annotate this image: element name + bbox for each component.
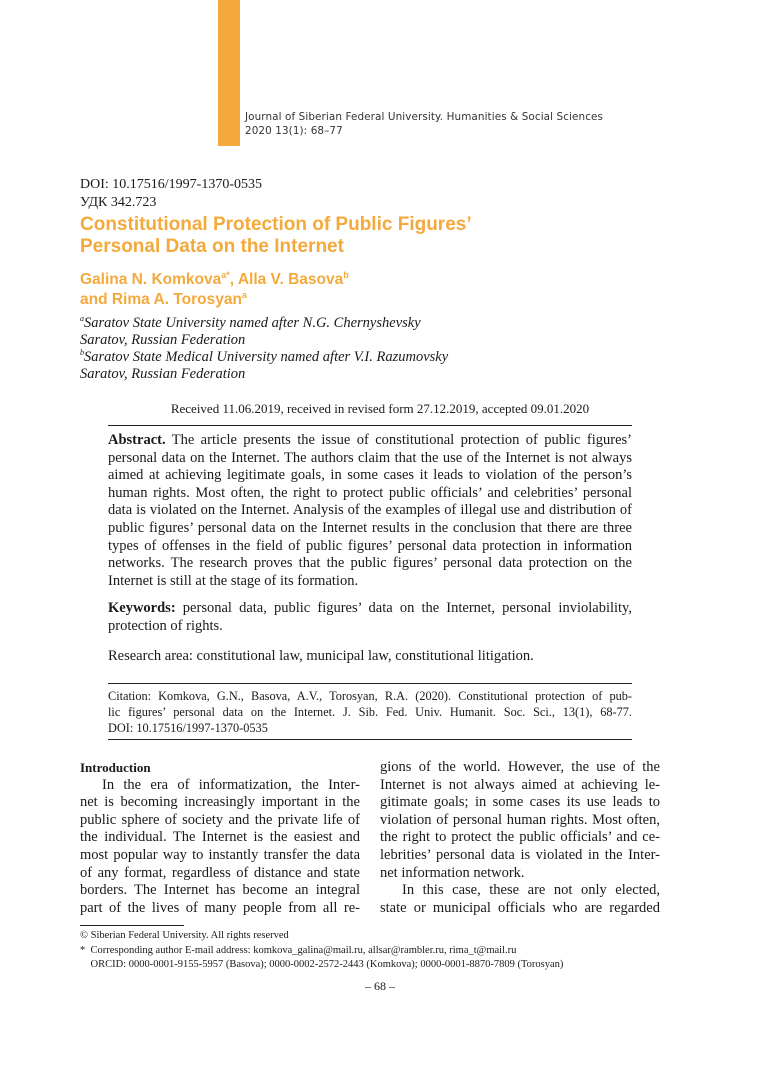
text-line (380, 829, 660, 847)
footnotes (80, 929, 563, 973)
footnote: © Siberian Federal University. All rights reserved (80, 930, 289, 941)
text-line (380, 900, 660, 918)
text-line (108, 573, 632, 591)
text-line (80, 847, 360, 865)
text-line (80, 829, 360, 847)
divider (108, 739, 632, 740)
text-line (108, 600, 632, 618)
line-text: lebrities’ personal data is violated in the Inter- (380, 846, 660, 863)
text-line (80, 794, 360, 812)
divider (108, 683, 632, 684)
text-line (108, 485, 632, 503)
line-text: In this case, these are not only elected, (402, 882, 660, 899)
text-line (80, 865, 360, 883)
journal-name: Journal of Siberian Federal University. Humanities & Social Sciences (245, 111, 604, 123)
line-text: data is violated on the Internet. Analysis of the examples of illegal use and distribution of (108, 502, 632, 519)
line-text: gitimate goals; in some cases its use leads to (380, 794, 660, 811)
line-text: protection of rights. (108, 617, 223, 634)
text-line (80, 900, 360, 918)
affil-sup: b (80, 348, 84, 358)
column-right (380, 759, 660, 917)
affiliation-location: Saratov, Russian Federation (80, 366, 246, 382)
line-text: types of offenses in the field of public figures’ personal data protection in information (108, 537, 632, 554)
affiliations (80, 315, 448, 383)
doi: DOI: 10.17516/1997-1370-0535 (80, 177, 262, 192)
text-line (108, 618, 632, 636)
line-text: violation of personal human rights. Most often, (380, 811, 660, 828)
line-text: human rights. Most often, the right to protect public officials’ and celebrities’ personal (108, 484, 632, 501)
doi-block (80, 176, 262, 212)
text-line (80, 882, 360, 900)
journal-accent-bar (218, 0, 240, 146)
article-title (80, 214, 472, 258)
author: and Rima A. Torosyan (80, 291, 242, 308)
text-line (380, 794, 660, 812)
text-line (108, 502, 632, 520)
author-sup: a (241, 289, 247, 300)
text-line (108, 520, 632, 538)
text-line (80, 777, 360, 795)
text-line (108, 555, 632, 573)
footnote: * Corresponding author E-mail address: komkova_galina@mail.ru, allsar@rambler.ru, rima_t@mail.ru (80, 944, 517, 956)
footnote-rule (80, 925, 184, 926)
line-text: part of the lives of many people from all re- (80, 899, 360, 916)
page-number: – 68 – (365, 979, 395, 993)
author: Alla V. Basova (237, 271, 344, 288)
journal-issue: 2020 13(1): 68–77 (245, 125, 343, 137)
line-text: borders. The Internet has become an integral (80, 882, 360, 899)
line-text: gions of the world. However, the use of the (380, 759, 660, 775)
line-text: DOI: 10.17516/1997-1370-0535 (108, 721, 268, 735)
affiliation: Saratov State University named after N.G. Chernyshevsky (84, 315, 421, 331)
label: Keywords: (108, 600, 176, 616)
line-text: state or municipal officials who are regarded (380, 899, 660, 916)
text-line (380, 777, 660, 795)
citation (108, 688, 632, 736)
text-line (108, 704, 632, 720)
keywords (108, 600, 632, 635)
line-text: In the era of informatization, the Inter- (102, 776, 360, 793)
text-line (108, 538, 632, 556)
text-line (380, 759, 660, 777)
title-line: Personal Data on the Internet (80, 236, 344, 257)
line-text: networks. The research proves that the public figures’ personal data protection on the (108, 555, 632, 572)
column-left (80, 759, 360, 917)
author: Galina N. Komkova (80, 271, 222, 288)
label: Abstract. (108, 432, 166, 448)
line-text: The article presents the issue of constitutional protection of public figures’ (165, 432, 632, 448)
text-line (108, 432, 632, 450)
line-text: personal data, public figures’ data on the Internet, personal inviolability, (175, 600, 632, 616)
author-sup: a* (221, 269, 230, 280)
line-text: public sphere of society and the private life of (80, 811, 360, 828)
text-line (108, 720, 632, 736)
author-sep: , (229, 271, 238, 288)
research-area: Research area: constitutional law, municipal law, constitutional litigation. (108, 648, 534, 664)
author-sup: b (343, 269, 349, 280)
text-line (108, 450, 632, 468)
text-line (380, 865, 660, 883)
text-line (108, 688, 632, 704)
affil-sup: a (80, 314, 84, 324)
line-text: Internet is not always aimed at achieving le- (380, 776, 660, 793)
line-text: lic figures’ personal data on the Internet. J. Sib. Fed. Univ. Humanit. Soc. Sci., 13(1), 68-77. (108, 705, 632, 719)
line-text: net is becoming increasingly important in the (80, 794, 360, 811)
line-text: public figures’ personal data on the Internet results in the conclusion that there are three (108, 519, 632, 536)
line-text: the individual. The Internet is the easiest and (80, 829, 360, 846)
line-text: Citation: Komkova, G.N., Basova, A.V., Torosyan, R.A. (2020). Constitutional protection of pub- (108, 689, 632, 703)
affiliation: Saratov State Medical University named after V.I. Razumovsky (84, 349, 449, 365)
title-line: Constitutional Protection of Public Figures’ (80, 214, 472, 235)
line-text: most popular way to instantly transfer the data (80, 846, 360, 863)
text-line (380, 847, 660, 865)
line-text: the right to protect the public officials’ and ce- (380, 829, 660, 846)
journal-header (245, 110, 603, 138)
line-text: Internet is still at the stage of its formation. (108, 572, 359, 589)
text-line (80, 812, 360, 830)
line-text: personal data on the Internet. The authors claim that the use of the Internet is not always (108, 449, 632, 466)
affiliation-location: Saratov, Russian Federation (80, 332, 246, 348)
abstract (108, 432, 632, 590)
line-text: of any format, regardless of distance and state (80, 864, 360, 881)
line-text: net information network. (380, 864, 525, 881)
received-dates: Received 11.06.2019, received in revised form 27.12.2019, accepted 09.01.2020 (170, 401, 590, 416)
text-line (380, 812, 660, 830)
line-text: aimed at achieving legitimate goals, in some cases it leads to violation of the person’s (108, 467, 632, 484)
authors (80, 270, 349, 310)
footnote: ORCID: 0000-0001-9155-5957 (Basova); 0000-0002-2572-2443 (Komkova); 0000-0001-8870-7809 (Torosyan) (80, 959, 564, 970)
section-heading: Introduction (80, 760, 151, 775)
text-line (380, 882, 660, 900)
divider (108, 425, 632, 426)
udk: УДК 342.723 (80, 195, 157, 210)
text-line (108, 467, 632, 485)
